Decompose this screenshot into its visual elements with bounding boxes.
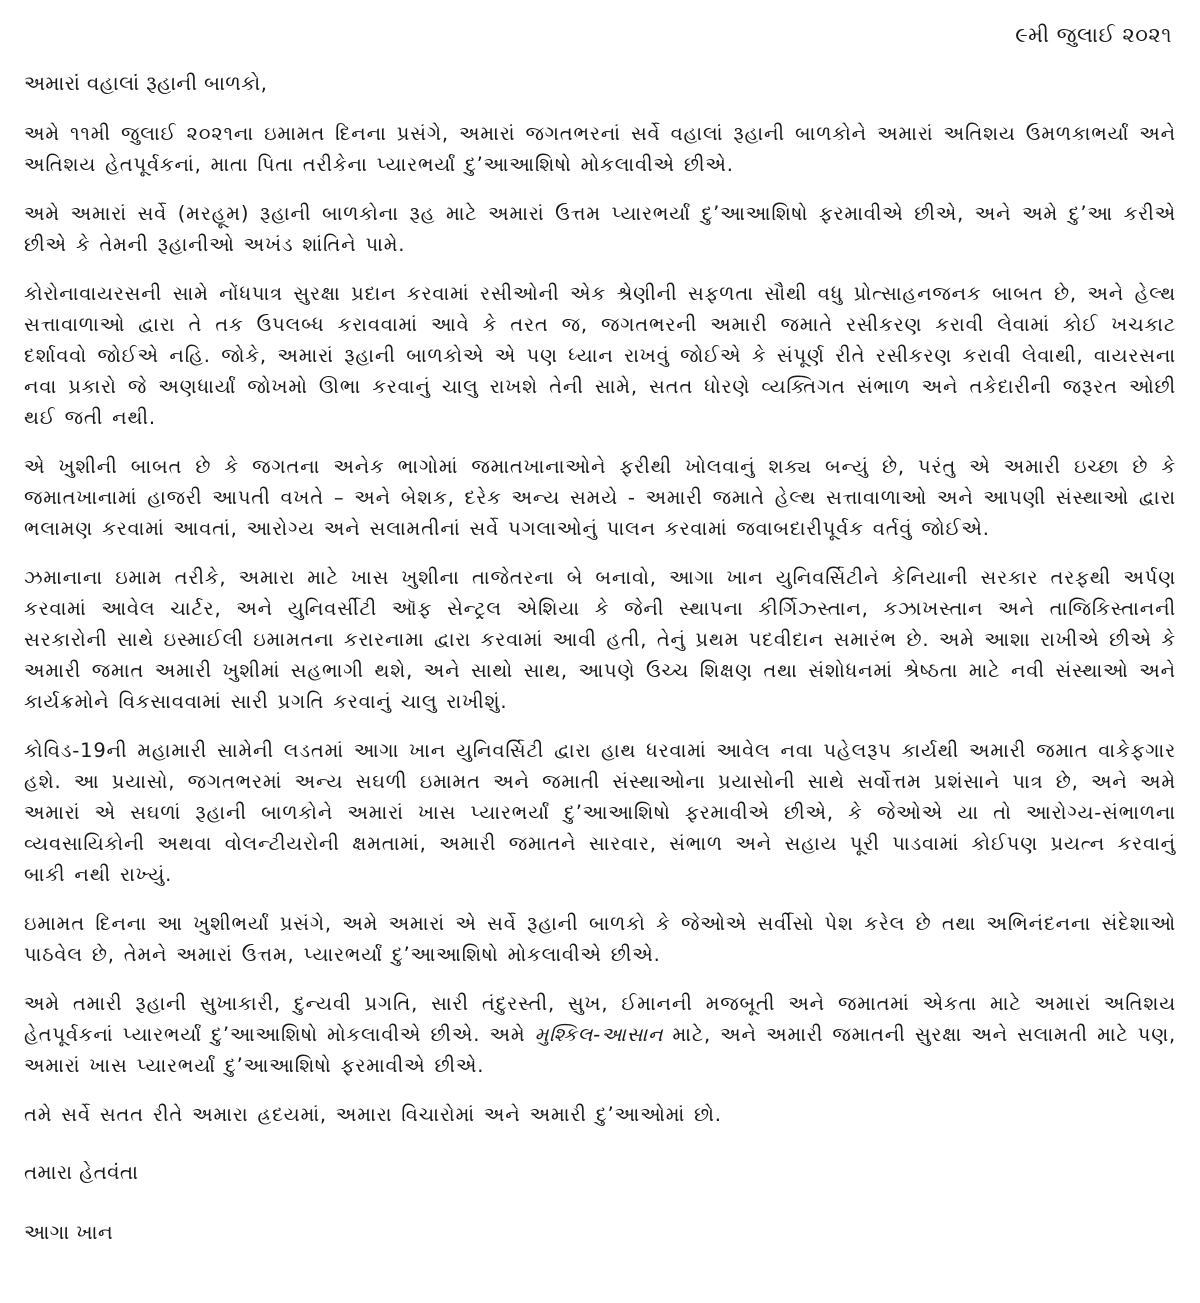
paragraph-2: અમે અમારાં સર્વે (મરહૂમ) રૂહાની બાળકોના રૂહ માટે અમારાં ઉત્તમ પ્યારભર્યાં દુ’આઆશિષો ફરમાવીએ છીએ, અને અમે દુ’આ કરીએ છીએ કે તેમની રૂહાનીઓ અખંડ શાંતિને પામે. bbox=[24, 202, 1176, 256]
signature: આગા ખાન bbox=[24, 1220, 114, 1244]
letter-page bbox=[24, 18, 1176, 1248]
paragraph-4: એ ખુશીની બાબત છે કે જગતના અનેક ભાગોમાં જમાતખાનાઓને ફરીથી ખોલવાનું શક્ય બન્યું છે, પરંતુ એ અમારી ઇચ્છા છે કે જમાતખાનામાં હાજરી આપતી વખતે – અને બેશક, દરેક અન્ય સમયે - અમારી જમાતે હેલ્થ સત્તાવાળાઓ અને આપણી સંસ્થાઓ દ્વારા ભલામણ કરવામાં આવતાં, આરોગ્ય અને સલામતીનાં સર્વે પગલાઓનું પાલન કરવામાં જવાબદારીપૂર્વક વર્તવું જોઈએ. bbox=[24, 455, 1176, 540]
paragraph-6: કોવિડ-19ની મહામારી સામેની લડતમાં આગા ખાન યુનિવર્સિટી દ્વારા હાથ ધરવામાં આવેલ નવા પહેલરૂપ કાર્યથી અમારી જમાત વાકેફગાર હશે. આ પ્રયાસો, જગતભરમાં અન્ય સઘળી ઇમામત અને જમાતી સંસ્થાઓના પ્રયાસોની સાથે સર્વોત્તમ પ્રશંસાને પાત્ર છે, અને અમે અમારાં એ સઘળાં રૂહાની બાળકોને અમારાં ખાસ પ્યારભર્યાં દુ’આઆશિષો ફરમાવીએ છીએ, કે જેઓએ યા તો આરોગ્ય-સંભાળના વ્યવસાયિકોની અથવા વોલન્ટીયરોની ક્ષમતામાં, અમારી જમાતને સારવાર, સંભાળ અને સહાય પૂરી પાડવામાં કોઈપણ પ્રયત્ન કરવાનું બાકી નથી રાખ્યું. bbox=[24, 739, 1176, 886]
paragraph-8-part-1: અમે તમારી રૂહાની સુખાકારી, દુન્યવી પ્રગતિ, સારી તંદુરસ્તી, સુખ, ઈમાનની મજબૂતી અને જમાતમાં એકતા માટે અમારાં અતિશય હેતપૂર્વકનાં પ્યારભર્યાં દુ’આઆશિષો મોકલાવીએ છીએ. અમે bbox=[24, 992, 1176, 1046]
closing-line: તમે સર્વે સતત રીતે અમારા હ્રદયમાં, અમારા વિચારોમાં અને અમારી દુ’આઓમાં છો. bbox=[24, 1103, 722, 1126]
paragraph-8-emphasis: મુશ્કિલ-આસાન bbox=[534, 1023, 664, 1046]
paragraph-1: અમે ૧૧મી જુલાઈ ૨૦૨૧ના ઇમામત દિનના પ્રસંગે, અમારાં જગતભરનાં સર્વે વહાલાં રૂહાની બાળકોને અમારાં અતિશય ઉમળકાભર્યાં અને અતિશય હેતપૂર્વકનાં, માતા પિતા તરીકેના પ્યારભર્યાં દુ’આઆશિષો મોકલાવીએ છીએ. bbox=[24, 122, 1176, 176]
paragraph-3: કોરોનાવાયરસની સામે નોંધપાત્ર સુરક્ષા પ્રદાન કરવામાં રસીઓની એક શ્રેણીની સફળતા સૌથી વધુ પ્રોત્સાહનજનક બાબત છે, અને હેલ્થ સત્તાવાળાઓ દ્વારા તે તક ઉપલબ્ધ કરાવવામાં આવે કે તરત જ, જગતભરની અમારી જમાતે રસીકરણ કરાવી લેવામાં કોઈ ખચકાટ દર્શાવવો જોઈએ નહિ. જોકે, અમારાં રૂહાની બાળકોએ એ પણ ધ્યાન રાખવું જોઈએ કે સંપૂર્ણ રીતે રસીકરણ કરાવી લેવાથી, વાયરસના નવા પ્રકારો જે અણધાર્યાં જોખમો ઊભા કરવાનું ચાલુ રાખશે તેની સામે, સતત ધોરણે વ્યક્તિગત સંભાળ અને તકેદારીની જરૂરત ઓછી થઈ જતી નથી. bbox=[24, 282, 1176, 429]
valediction: તમારા હેતવંતા bbox=[24, 1160, 139, 1184]
letter-date: ૯મી જુલાઈ ૨૦૨૧ bbox=[1015, 23, 1172, 47]
paragraph-8-part-2: માટે, અને અમારી જમાતની સુરક્ષા અને સલામતી માટે પણ, અમારાં ખાસ પ્યારભર્યાં દુ’આઆશિષો ફરમાવીએ છીએ. bbox=[24, 1023, 1177, 1077]
salutation: અમારાં વહાલાં રૂહાની બાળકો, bbox=[24, 71, 268, 95]
paragraph-8 bbox=[24, 988, 1176, 1081]
paragraph-7: ઇમામત દિનના આ ખુશીભર્યાં પ્રસંગે, અમે અમારાં એ સર્વે રૂહાની બાળકો કે જેઓએ સર્વીસો પેશ કરેલ છે તથા અભિનંદનના સંદેશાઓ પાઠવેલ છે, તેમને અમારાં ઉત્તમ, પ્યારભર્યાં દુ’આઆશિષો મોકલાવીએ છીએ. bbox=[24, 912, 1176, 966]
paragraph-5: ઝમાનાના ઇમામ તરીકે, અમારા માટે ખાસ ખુશીના તાજેતરના બે બનાવો, આગા ખાન યુનિવર્સિટીને કેનિયાની સરકાર તરફથી અર્પણ કરવામાં આવેલ ચાર્ટર, અને યુનિવર્સીટી ઑફ સેન્ટ્રલ એશિયા કે જેની સ્થાપના કીર્ગિઝ્સ્તાન, કઝાખસ્તાન અને તાજિકિસ્તાનની સરકારોની સાથે ઇસ્માઈલી ઇમામતના કરારનામા દ્વારા કરવામાં આવી હતી, તેનું પ્રથમ પદવીદાન સમારંભ છે. અમે આશા રાખીએ છીએ કે અમારી જમાત અમારી ખુશીમાં સહભાગી થશે, અને સાથો સાથ, આપણે ઉચ્ચ શિક્ષણ તથા સંશોધનમાં શ્રેષ્ઠતા માટે નવી સંસ્થાઓ અને કાર્યક્રમોને વિકસાવવામાં સારી પ્રગતિ કરવાનું ચાલુ રાખીશું. bbox=[24, 566, 1176, 713]
